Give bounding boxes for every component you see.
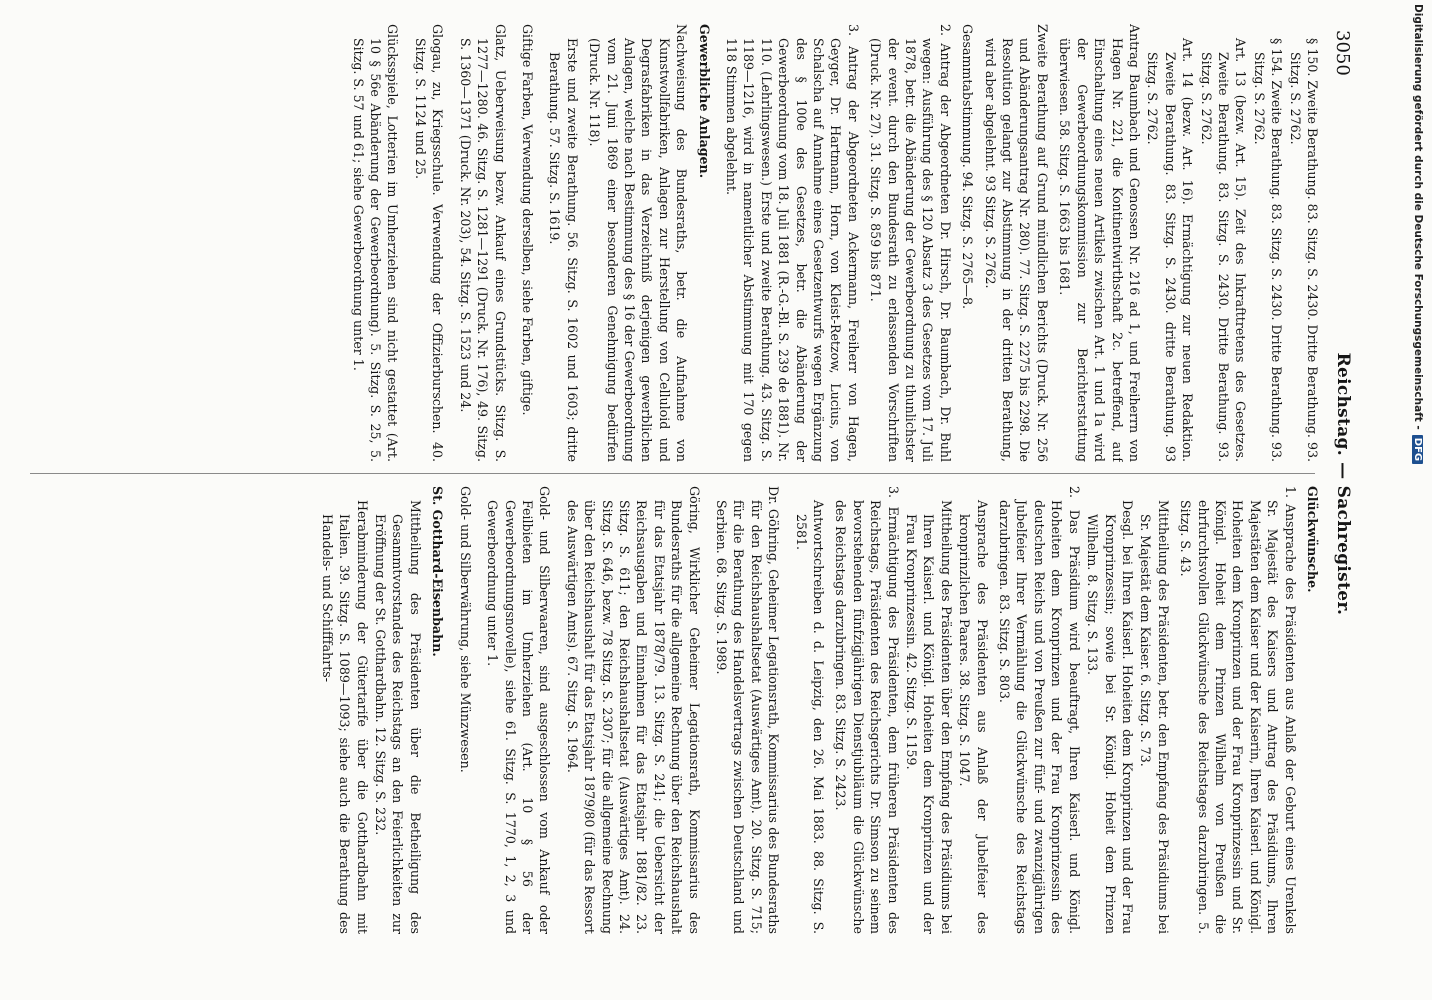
index-entry: Zweite Berathung auf Grund mündlichen Berichts (Druck. Nr. 256 und Abänderungsantrag Nr. 280). 77. Sitzg. S. 2275 bis 2298. Die Resolution gelangt zur Abstimmung in der dritten Berathung, wird aber abgelehnt. 93 Sitzg. S. 2762. bbox=[982, 24, 1050, 462]
index-entry: Glatz, Ueberweisung bezw. Ankauf eines Grundstücks. Sitzg. S. 1277—1280. 46. Sitzg. S. 1281—1291 (Druck. Nr. 176), 49. Sitzg. S. 1360—1371 (Druck. Nr. 203), 54. Sitzg. S. 1523 und 24. bbox=[457, 24, 508, 462]
index-heading: Glückwünsche. bbox=[1305, 486, 1320, 593]
index-entry: Giftige Farben, Verwendung derselben, siehe Farben, giftige. bbox=[519, 24, 535, 416]
page-header bbox=[1321, 30, 1365, 932]
index-entry: Art. 14 (bezw. Art. 16). Ermächtigung zur neuen Redaktion. Zweite Berathung. 83. Sitzg. S. 2430. dritte Berathung. 93 Sitzg. S. 2762. bbox=[1145, 38, 1196, 462]
index-entry: 3. Antrag der Abgeordneten Ackermann, Freiherr von Hagen, Geyger, Dr. Hartmann, Horn, von Kleist-Retzow, Lucius, von Schalscha auf Annahme eines Gesetzentwurfs wegen Ergänzung des § 100e des Gesetzes, betr. die Abänderung der Gewerbeordnung vom 18. Juli 1881 (R.-G.-Bl. S. 239 de 1881). Nr. 110. (Lehrlingswesen.) Erste und zweite Berathung. 43. Sitzg. S. 1189—1216, wird in namentlicher Abstimmung mit 170 gegen 118 Stimmen abgelehnt. bbox=[724, 24, 861, 462]
page-number: 3050 bbox=[1332, 30, 1354, 76]
index-entry: Ansprache des Präsidenten aus Anlaß der Jubelfeier des kronprinzlichen Paares. 38. Sitzg. S. 1047. bbox=[957, 500, 990, 934]
running-title: Reichstag. — Sachregister. bbox=[1333, 352, 1353, 616]
index-entry: Mittheilung des Präsidenten über die Betheiligung des Gesammtvorstandes des Reichstags an den Feierlichkeiten zur Eröffnung der St. Gotthardbahn. 12. Sitzg. S. 232. bbox=[373, 500, 423, 934]
index-entry: Antwortschreiben d. d. Leipzig, den 26. Mai 1883. 88. Sitzg. S. 2581. bbox=[793, 500, 827, 934]
index-entry: Glogau, zu, Kriegsschule. Verwendung der Offizierburschen. 40. Sitzg. S. 1124 und 25. bbox=[412, 24, 446, 462]
index-heading: St. Gotthard-Eisenbahn. bbox=[430, 486, 446, 657]
index-entry: Mittheilung des Präsidenten, betr. den Empfang des Präsidiums bei Sr. Majestät dem Kaiser. 6. Sitzg. S. 73. bbox=[1138, 500, 1171, 934]
credit-text: Digitalisierung gefördert durch die Deutsche Forschungsgemeinschaft - bbox=[1412, 4, 1424, 430]
index-entry: Mittheilung des Präsidenten über den Empfang des Präsidiums bei Ihren Kaiserl. und Königl. Hoheiten dem Kronprinzen und der Frau Kronprinzessin. 42. Sitzg. S. 1159. bbox=[904, 500, 954, 934]
index-heading: Gewerbliche Anlagen. bbox=[696, 24, 712, 179]
digitization-credit-strip bbox=[1398, 0, 1432, 1000]
index-entry: Göring, Wirklicher Geheimer Legationsrath, Kommissarius des Bundesraths für die allgemeine Rechnung über den Reichshaushalt für das Etatsjahr 1878/79. 13. Sitzg. S. 241; die Uebersicht der Reichsausgaben und Einnahmen für das Etatsjahr 1881/82. 23. Sitzg. S. 611; den Reichshaushaltsetat (Auswärtiges Amt). 24. Sitzg. S. 646, bezw. 78 Sitzg. S. 2307; für die allgemeine Rechnung über den Reichshaushalt für das Etatsjahr 1879/80 (für das Ressort des Auswärtigen Amts). 67. Sitzg. S. 1964. bbox=[564, 486, 702, 934]
column-divider bbox=[30, 473, 1315, 474]
index-entry: § 150. Zweite Berathung. 83. Sitzg. S. 2430. Dritte Berathung. 93. Sitzg. S. 2762. bbox=[1287, 38, 1320, 462]
right-column bbox=[20, 486, 1321, 934]
digitization-credit bbox=[1412, 4, 1424, 644]
index-entry: Gold- und Silberwaaren, sind ausgeschlossen vom Ankauf oder Feilbieten im Umherziehen (Art. 10 § 56 der Gewerbeordnungsnovelle), siehe 61. Sitzg. S. 1770, 1, 2, 3 und Gewerbeordnung unter 1. bbox=[485, 486, 553, 934]
index-entry: Antrag Baumbach und Genossen Nr. 216 ad 1, und Freiherrn von Hagen Nr. 221, die Kontinentwirthschaft 2c. betreffend, auf Einschaltung eines neuen Artikels zwischen Art. 1 und 1a wird der Gewerbeordnungskommission zur Berichterstattung überwiesen. 58. Sitzg. S. 1663 bis 1681. bbox=[1057, 24, 1142, 462]
index-entry: Gesammtabstimmung. 94. Sitzg. S. 2765—8. bbox=[960, 24, 976, 310]
index-entry: Herabminderung der Gütertarife über die Gotthardbahn mit Italien. 39. Sitzg. S. 1089—1093; siehe auch die Berathung des Handels- und Schifffahrts- bbox=[319, 500, 370, 934]
index-entry: 2. Das Präsidium wird beauftragt, Ihren Kaiserl. und Königl. Hoheiten dem Kronprinzen und der Frau Kronprinzessin des deutschen Reichs und von Preußen zur fünf- und zwanzigjährigen Jubelfeier Ihrer Vermählung die Glückwünsche des Reichstags darzubringen. 83. Sitzg. S. 803. bbox=[997, 486, 1082, 934]
index-entry: Glücksspiele, Lotterien im Umherziehen sind nicht gestattet (Art. 10 § 56e Abänderung der Gewerbeordnung). 5. Sitzg. S. 25, 5. Sitzg. S. 57 und 61; siehe Gewerbeordnung unter 1. bbox=[350, 24, 401, 462]
index-entry: Dr. Göhring, Geheimer Legationsrath, Kommissarius des Bundesraths für den Reichshaushaltsetat (Auswärtiges Amt). 20. Sitzg. S. 715; für die Berathung des Handelsvertrags zwischen Deutschland und Serbien. 68. Sitzg. S. 1989. bbox=[714, 486, 782, 934]
index-entry: Art. 13 (bezw. Art. 15). Zeit des Inkrafttretens des Gesetzes. Zweite Berathung. 83. Sitzg. S. 2430. Dritte Berathung. 93. Sitzg. S. 2762. bbox=[1198, 38, 1249, 462]
left-column bbox=[20, 24, 1321, 462]
index-entry: Nachweisung des Bundesraths, betr. die Aufnahme von Kunstwollfabriken, Anlagen zur Herstellung von Celluloid und Degrasfabriken in das Verzeichniß derjenigen gewerblichen Anlagen, welche nach Bestimmung des § 16 der Gewerbeordnung vom 21. Juni 1869 einer besonderen Genehmigung bedürfen (Druck. Nr. 118). bbox=[587, 24, 690, 462]
index-entry: 2. Antrag der Abgeordneten Dr. Hirsch, Dr. Baumbach, Dr. Buhl wegen: Ausführung des § 120 Absatz 3 des Gesetzes vom 17. Juli 1878, betr. die Abänderung der Gewerbeordnung zu thunlichster der event. durch den Bundesrath zu erlassenden Vorschriften (Druck. Nr. 27). 31. Sitzg. S. 859 bis 871. bbox=[868, 24, 953, 462]
index-entry: Erste und zweite Berathung. 56. Sitzg. S. 1602 und 1603; dritte Berathung. 57. Sitzg. S. 1619. bbox=[547, 38, 580, 462]
dfg-logo: DFG bbox=[1413, 435, 1424, 464]
index-entry: 3. Ermächtigung des Präsidenten, dem früheren Präsidenten des Reichstags, Präsidenten des Reichsgerichts Dr. Simson zu seinem bevorstehenden fünfzigjährigen Dienstjubiläum die Glückwünsche des Reichstags darzubringen. 83. Sitzg. S. 2423. bbox=[833, 486, 901, 934]
index-entry: Desgl. bei Ihren Kaiserl. Hoheiten dem Kronprinzen und der Frau Kronprinzessin; sowie bei Sr. Königl. Hoheit dem Prinzen Wilhelm. 8. Sitzg. S. 133. bbox=[1085, 500, 1135, 934]
index-entry: Gold- und Silberwährung, siehe Münzwesen. bbox=[457, 486, 473, 773]
index-entry: 1. Ansprache des Präsidenten aus Anlaß der Geburt eines Urenkels Sr. Majestät des Kaisers und Antrag des Präsidiums, Ihren Majestäten dem Kaiser und der Kaiserin, Ihren Kaiserl. und Königl. Hoheiten dem Kronprinzen und der Frau Kronprinzessin und Sr. Königl. Hoheit dem Prinzen Wilhelm von Preußen die ehrfurchtsvollen Glückwünsche des Reichstages darzubringen. 5. Sitzg. S. 43. bbox=[1178, 486, 1298, 934]
index-entry: § 154. Zweite Berathung. 83. Sitzg. S. 2430. Dritte Berathung. 93. Sitzg. S. 2762. bbox=[1251, 38, 1285, 462]
